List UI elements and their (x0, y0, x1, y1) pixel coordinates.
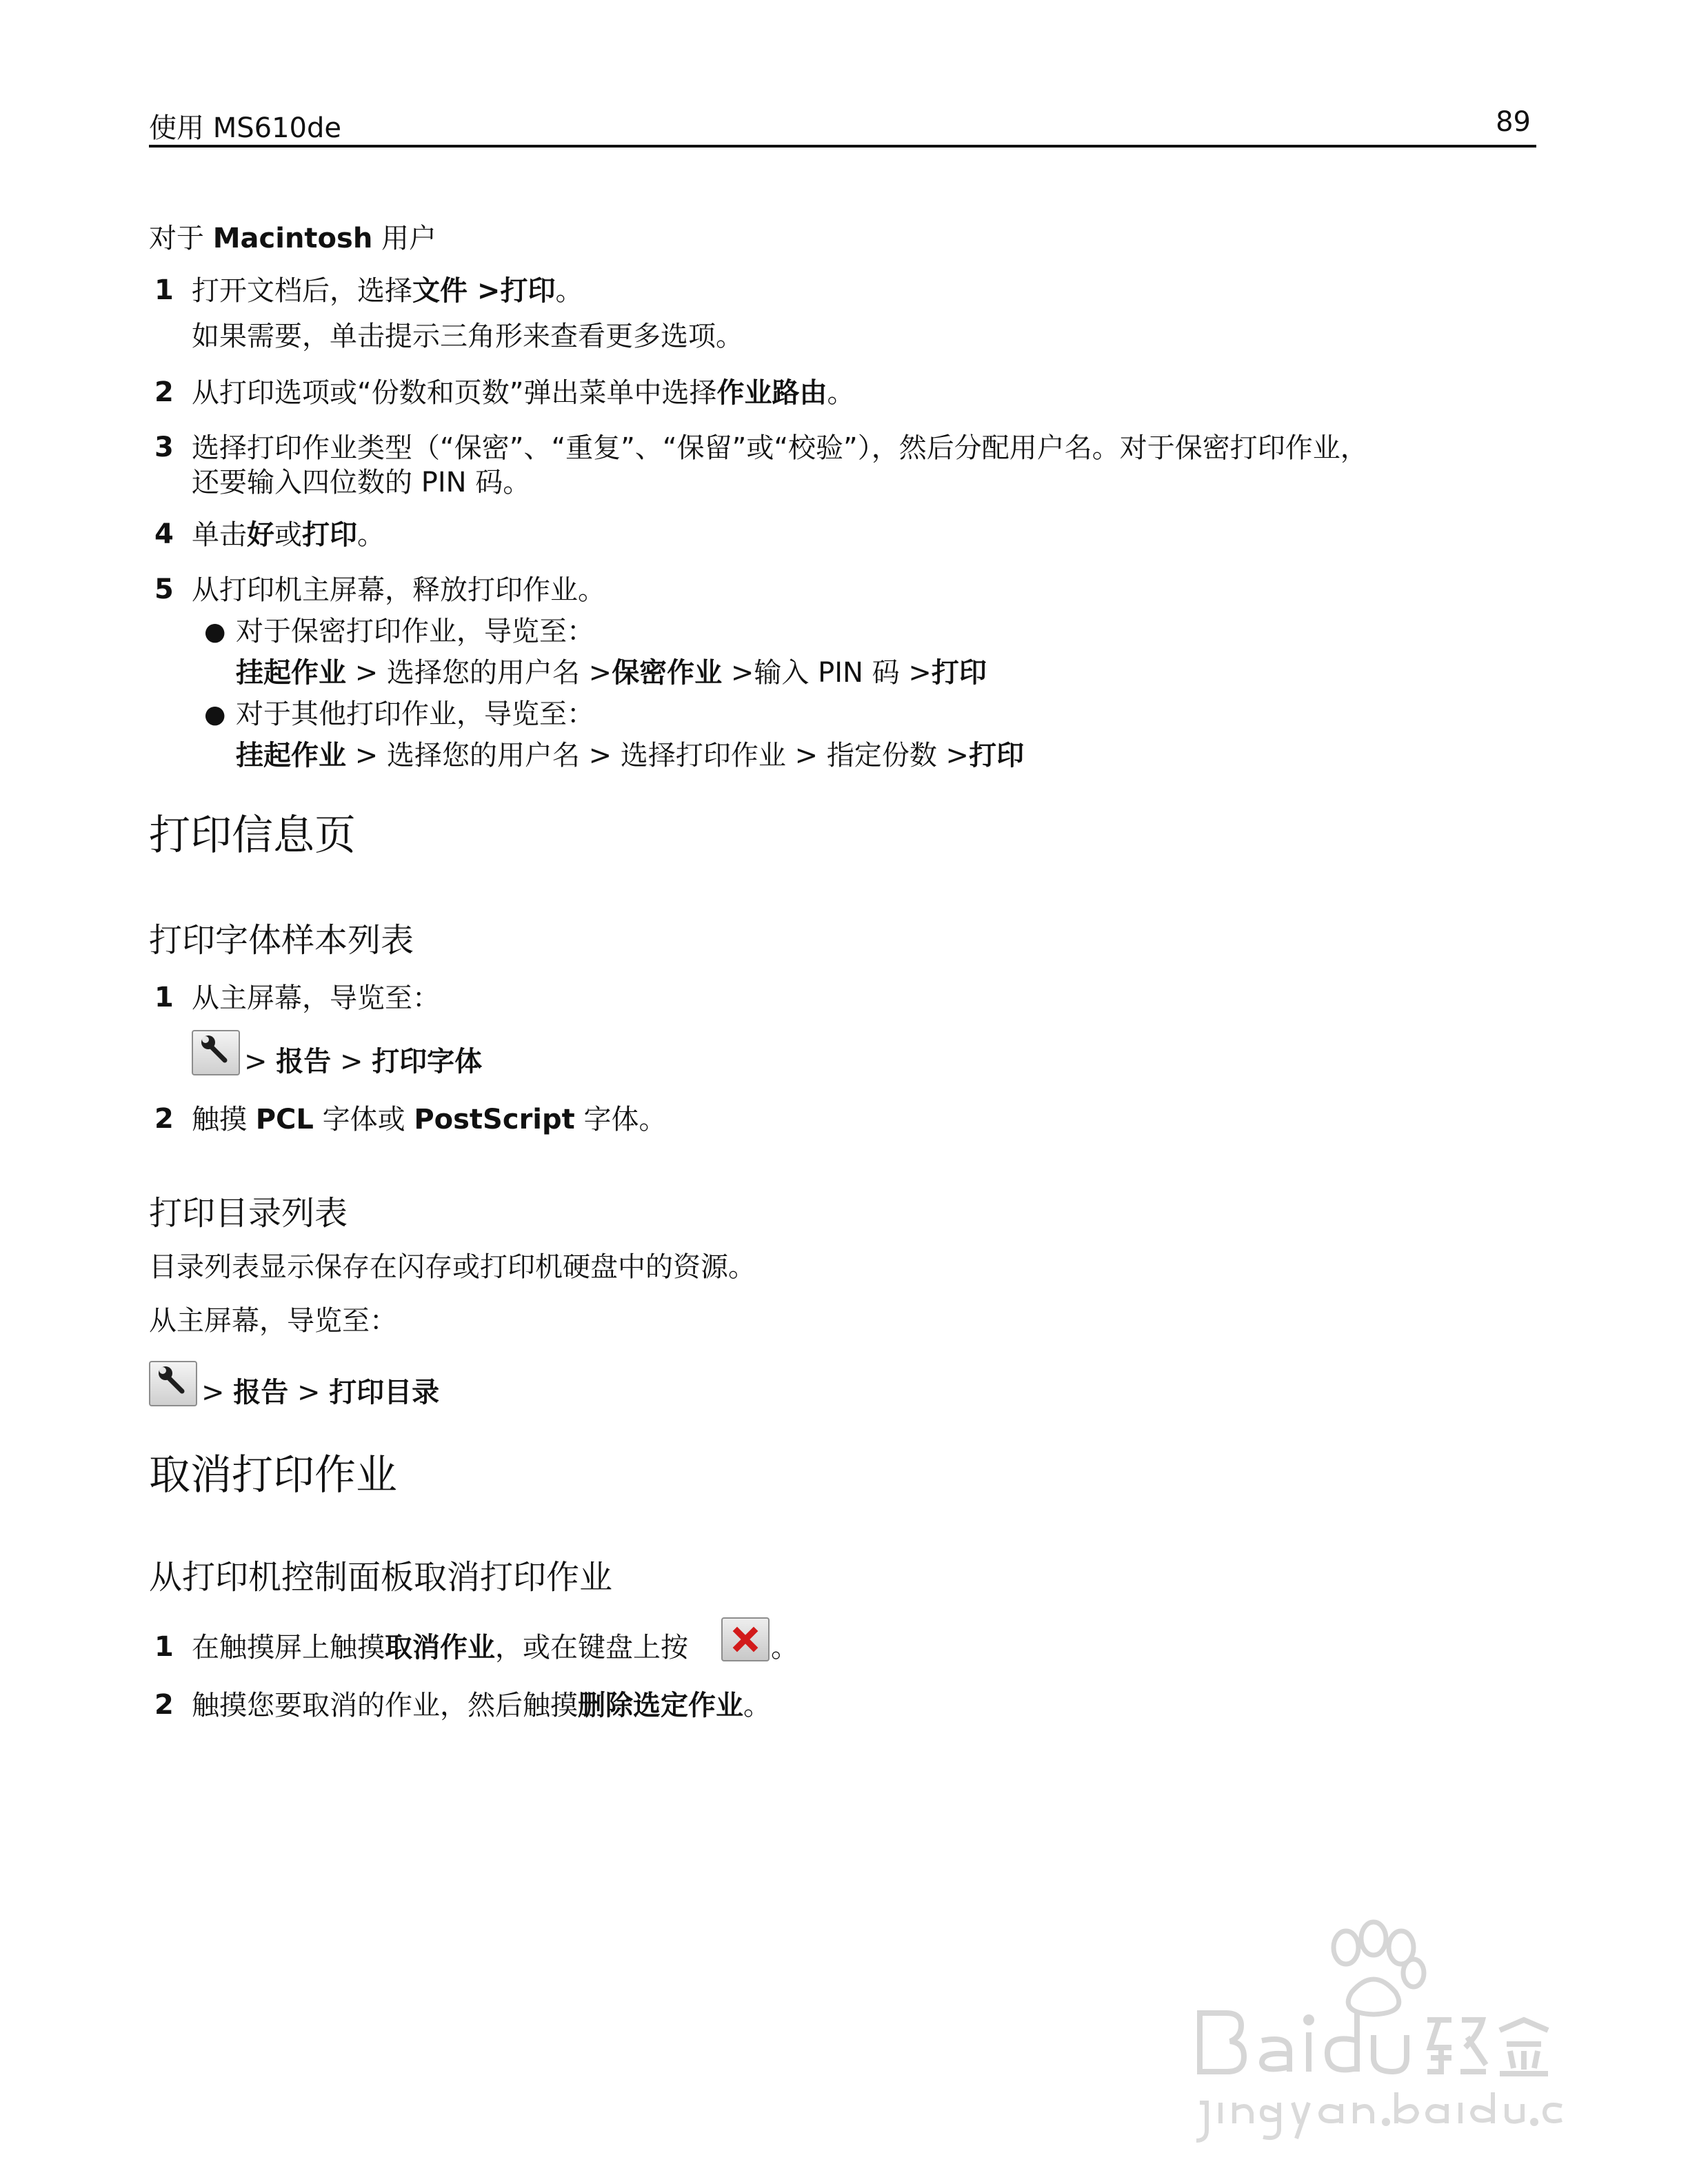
bullet-dot: ● (204, 618, 226, 646)
wrench-icon[interactable] (192, 1030, 240, 1075)
path-text: >输入 PIN 码 > (722, 657, 932, 689)
subsection-title: 从打印机控制面板取消打印作业 (149, 1558, 613, 1597)
step-number: 4 (154, 518, 174, 550)
baidu-watermark (1186, 1910, 1586, 2158)
menu-item: 保密作业 (612, 657, 723, 689)
mac-step-3-line2: 还要输入四位数的 PIN 码。 (192, 467, 531, 498)
step-text (192, 1102, 666, 1138)
path-text: > 选择您的用户名 > 选择打印作业 > 指定份数 > (346, 740, 969, 771)
step-text: 。 (827, 377, 855, 409)
cancel-x-glyph (723, 1619, 768, 1660)
step-text-post: 。 (771, 1632, 798, 1664)
mac-heading-pre: 对于 (149, 223, 213, 254)
step-text-pre: 触摸您要取消的作业，然后触摸 (192, 1690, 578, 1721)
menu-item-print-directory: 打印目录 (329, 1377, 440, 1408)
button-name-delete-selected: 删除选定作业 (578, 1690, 743, 1721)
mac-heading-post: 用户 (372, 223, 437, 254)
step-number: 1 (154, 982, 174, 1013)
section-title: 打印信息页 (149, 811, 356, 860)
step-number: 2 (154, 1103, 174, 1135)
menu-item: 打印 (931, 657, 987, 689)
step-text: 在触摸屏上触摸 (192, 1632, 385, 1664)
step-text (192, 1688, 771, 1723)
menu-item: 打印 (969, 740, 1025, 771)
bullet-text: 对于保密打印作业，导览至： (236, 616, 594, 647)
path-separator: > (288, 1377, 330, 1408)
mac-step-2 (192, 375, 854, 411)
step-number: 3 (154, 432, 174, 463)
step-text: 单击 (192, 519, 247, 551)
step-text: 打开文档后，选择 (192, 275, 412, 307)
step-text-pre: 触摸 (192, 1104, 256, 1135)
button-name: 打印 (302, 519, 357, 551)
nav-path (236, 738, 1024, 774)
nav-path (201, 1375, 439, 1410)
menu-path: 作业路由 (716, 377, 827, 409)
step-text: ，或在键盘上按 (495, 1632, 688, 1664)
watermark-brand (1586, 1910, 1618, 1939)
wrench-icon[interactable] (149, 1361, 197, 1406)
step-text-post: 字体。 (574, 1104, 667, 1135)
path-separator: > (331, 1046, 372, 1078)
menu-item-print-fonts: 打印字体 (372, 1046, 483, 1078)
mac-step-5: 从打印机主屏幕，释放打印作业。 (192, 574, 605, 606)
step-number: 5 (154, 574, 174, 605)
step-text: 。 (357, 519, 385, 551)
path-text: > 选择您的用户名 > (346, 657, 612, 689)
mac-heading-bold: Macintosh (212, 223, 373, 254)
step-number: 2 (154, 1689, 174, 1721)
wrench-icon-glyph (193, 1031, 239, 1074)
bullet-text: 对于其他打印作业，导览至： (236, 698, 594, 730)
step-text: 或 (274, 519, 302, 551)
paragraph: 从主屏幕，导览至： (149, 1305, 397, 1337)
bullet-dot: ● (204, 700, 226, 729)
menu-item: 挂起作业 (236, 657, 346, 689)
step-number: 1 (154, 274, 174, 306)
menu-item-reports: 报告 (276, 1046, 332, 1078)
step-text-mid: 字体或 (313, 1104, 414, 1135)
step-text: 从打印选项或“份数和页数”弹出菜单中选择 (192, 377, 717, 409)
mac-heading (149, 221, 436, 256)
page-header-title: 使用 MS610de (149, 112, 341, 144)
button-name: 好 (247, 519, 274, 551)
menu-item: 挂起作业 (236, 740, 346, 771)
page-number: 89 (1496, 106, 1531, 138)
step-text-post: 。 (743, 1690, 771, 1721)
path-separator: > (201, 1377, 234, 1408)
step-number: 2 (154, 376, 174, 408)
subsection-title: 打印目录列表 (149, 1194, 348, 1233)
subsection-title: 打印字体样本列表 (149, 921, 414, 960)
section-title: 取消打印作业 (149, 1451, 397, 1499)
button-name-cancel-job: 取消作业 (385, 1632, 495, 1664)
mac-step-3-line1: 选择打印作业类型（“保密”、“重复”、“保留”或“校验”），然后分配用户名。对于保密打印作业， (192, 432, 1368, 464)
mac-step-1-note: 如果需要，单击提示三角形来查看更多选项。 (192, 321, 743, 352)
step-number: 1 (154, 1631, 174, 1663)
path-separator: > (244, 1046, 277, 1078)
nav-path (244, 1044, 482, 1080)
mac-step-4 (192, 517, 385, 553)
wrench-icon-glyph (150, 1362, 196, 1405)
option-pcl: PCL (255, 1104, 314, 1135)
step-text: 从主屏幕，导览至： (192, 982, 440, 1014)
cancel-x-icon[interactable] (721, 1617, 770, 1661)
menu-path: 文件 >打印 (412, 275, 556, 307)
nav-path (236, 655, 987, 691)
step-text: 。 (555, 275, 583, 307)
option-postscript: PostScript (414, 1104, 575, 1135)
mac-step-1 (192, 273, 583, 309)
baidu-paw-logo (1186, 1910, 1586, 2158)
header-divider (149, 145, 1536, 148)
step-text-pre (192, 1630, 688, 1666)
menu-item-reports: 报告 (233, 1377, 289, 1408)
paragraph: 目录列表显示保存在闪存或打印机硬盘中的资源。 (149, 1251, 756, 1283)
